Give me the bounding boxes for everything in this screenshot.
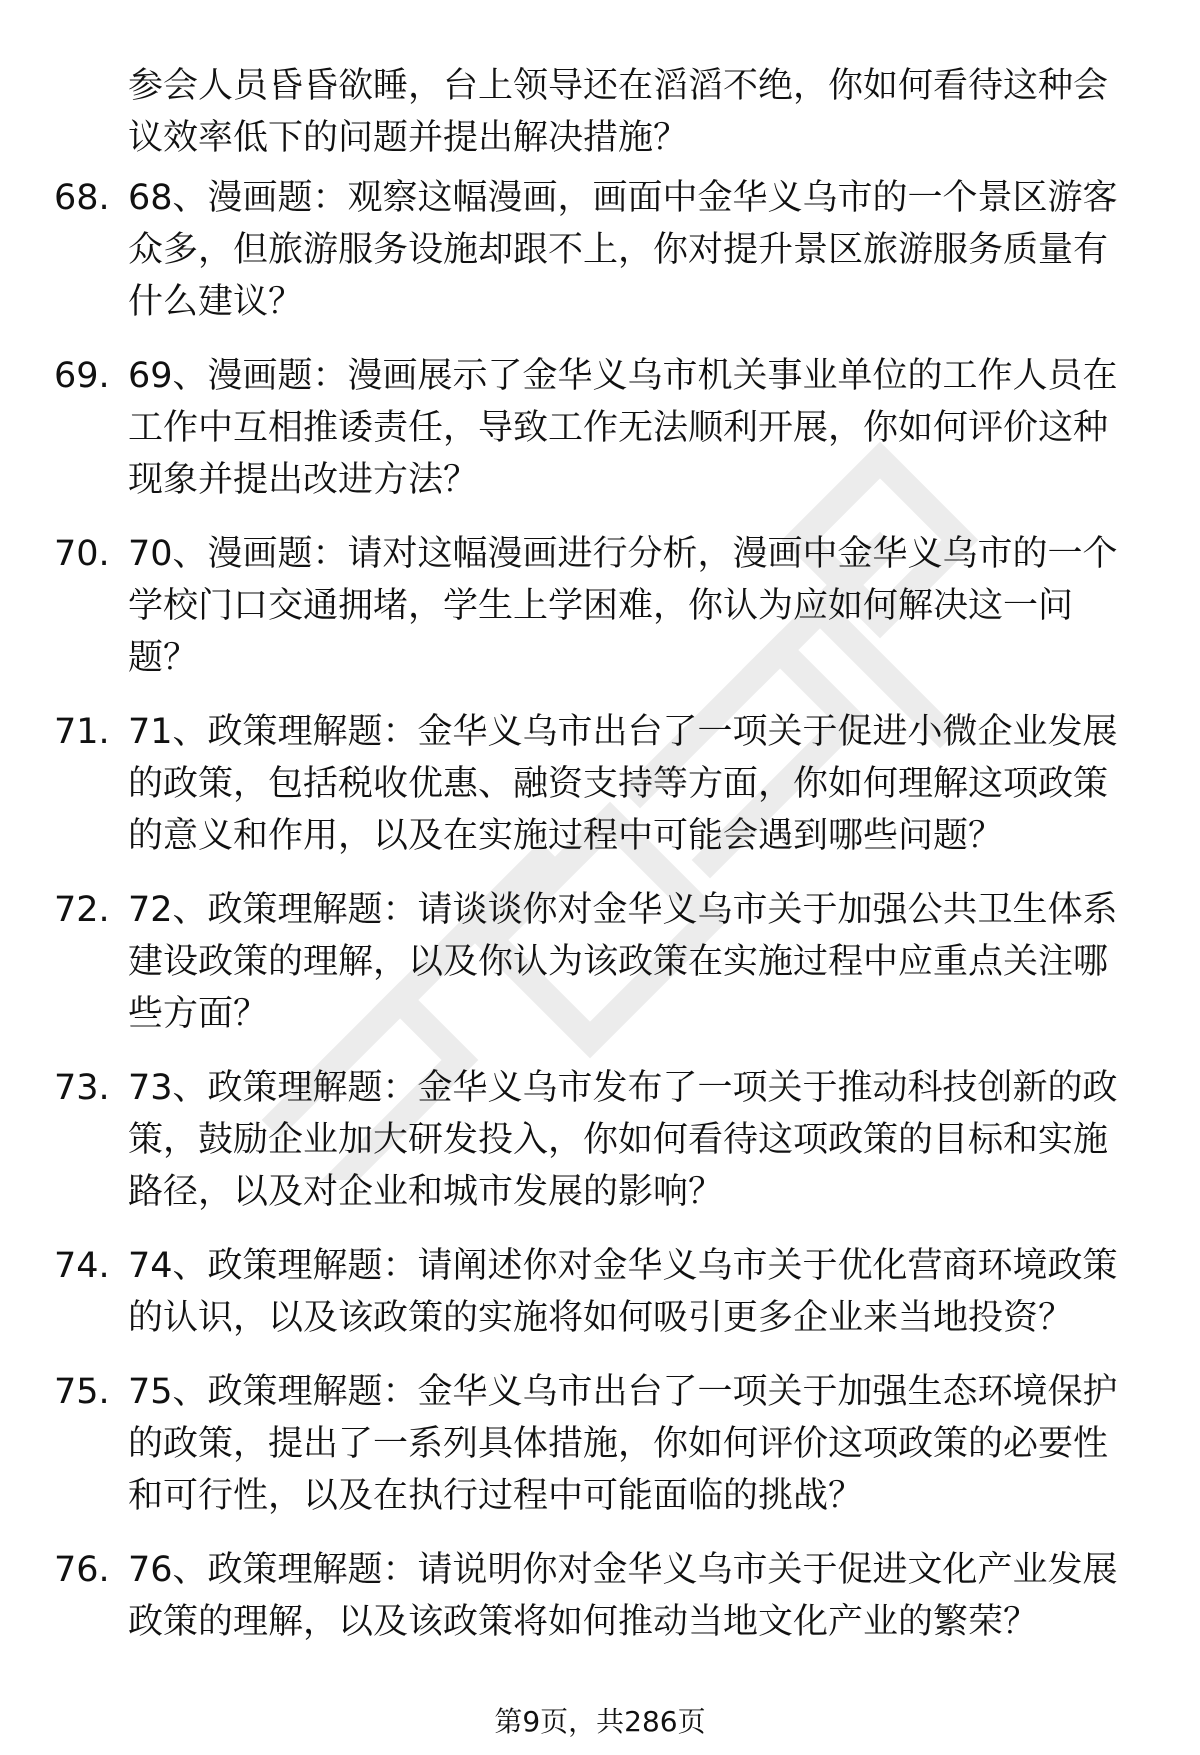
- question-text: 68、漫画题：观察这幅漫画，画面中金华义乌市的一个景区游客众多，但旅游服务设施却跟不上，你对提升景区旅游服务质量有什么建议？: [128, 178, 1118, 322]
- list-item: [0, 1240, 1138, 1344]
- list-item: [0, 350, 1138, 506]
- list-item: [0, 884, 1138, 1040]
- question-number: 74.: [54, 1246, 110, 1286]
- question-number: 76.: [54, 1550, 110, 1590]
- question-list: [0, 172, 1200, 1670]
- question-number: 72.: [54, 890, 110, 930]
- list-item: [0, 706, 1138, 862]
- question-number: 69.: [54, 356, 110, 396]
- question-text: 73、政策理解题：金华义乌市发布了一项关于推动科技创新的政策，鼓励企业加大研发投入，你如何看待这项政策的目标和实施路径，以及对企业和城市发展的影响？: [128, 1068, 1118, 1212]
- list-item: [0, 1366, 1138, 1522]
- question-text: 72、政策理解题：请谈谈你对金华义乌市关于加强公共卫生体系建设政策的理解，以及你认为该政策在实施过程中应重点关注哪些方面？: [128, 890, 1118, 1034]
- list-item: [0, 1544, 1138, 1648]
- question-number: 75.: [54, 1372, 110, 1412]
- question-text: 76、政策理解题：请说明你对金华义乌市关于促进文化产业发展政策的理解，以及该政策将如何推动当地文化产业的繁荣？: [128, 1550, 1118, 1642]
- intro-paragraph: 参会人员昏昏欲睡，台上领导还在滔滔不绝，你如何看待这种会议效率低下的问题并提出解决措施？: [128, 66, 1109, 158]
- question-text: 75、政策理解题：金华义乌市出台了一项关于加强生态环境保护的政策，提出了一系列具体措施，你如何评价这项政策的必要性和可行性，以及在执行过程中可能面临的挑战？: [128, 1372, 1118, 1516]
- list-item: [0, 1062, 1138, 1218]
- question-number: 73.: [54, 1068, 110, 1108]
- list-item: [0, 172, 1138, 328]
- list-item: [0, 528, 1138, 684]
- question-text: 74、政策理解题：请阐述你对金华义乌市关于优化营商环境政策的认识，以及该政策的实施将如何吸引更多企业来当地投资？: [128, 1246, 1118, 1338]
- question-number: 68.: [54, 178, 110, 218]
- question-number: 70.: [54, 534, 110, 574]
- page-footer: 第9页，共286页: [494, 1705, 706, 1738]
- question-number: 71.: [54, 712, 110, 752]
- question-text: 70、漫画题：请对这幅漫画进行分析，漫画中金华义乌市的一个学校门口交通拥堵，学生上学困难，你认为应如何解决这一问题？: [128, 534, 1118, 678]
- question-text: 69、漫画题：漫画展示了金华义乌市机关事业单位的工作人员在工作中互相推诿责任，导致工作无法顺利开展，你如何评价这种现象并提出改进方法？: [128, 356, 1118, 500]
- question-text: 71、政策理解题：金华义乌市出台了一项关于促进小微企业发展的政策，包括税收优惠、融资支持等方面，你如何理解这项政策的意义和作用，以及在实施过程中可能会遇到哪些问题？: [128, 712, 1118, 856]
